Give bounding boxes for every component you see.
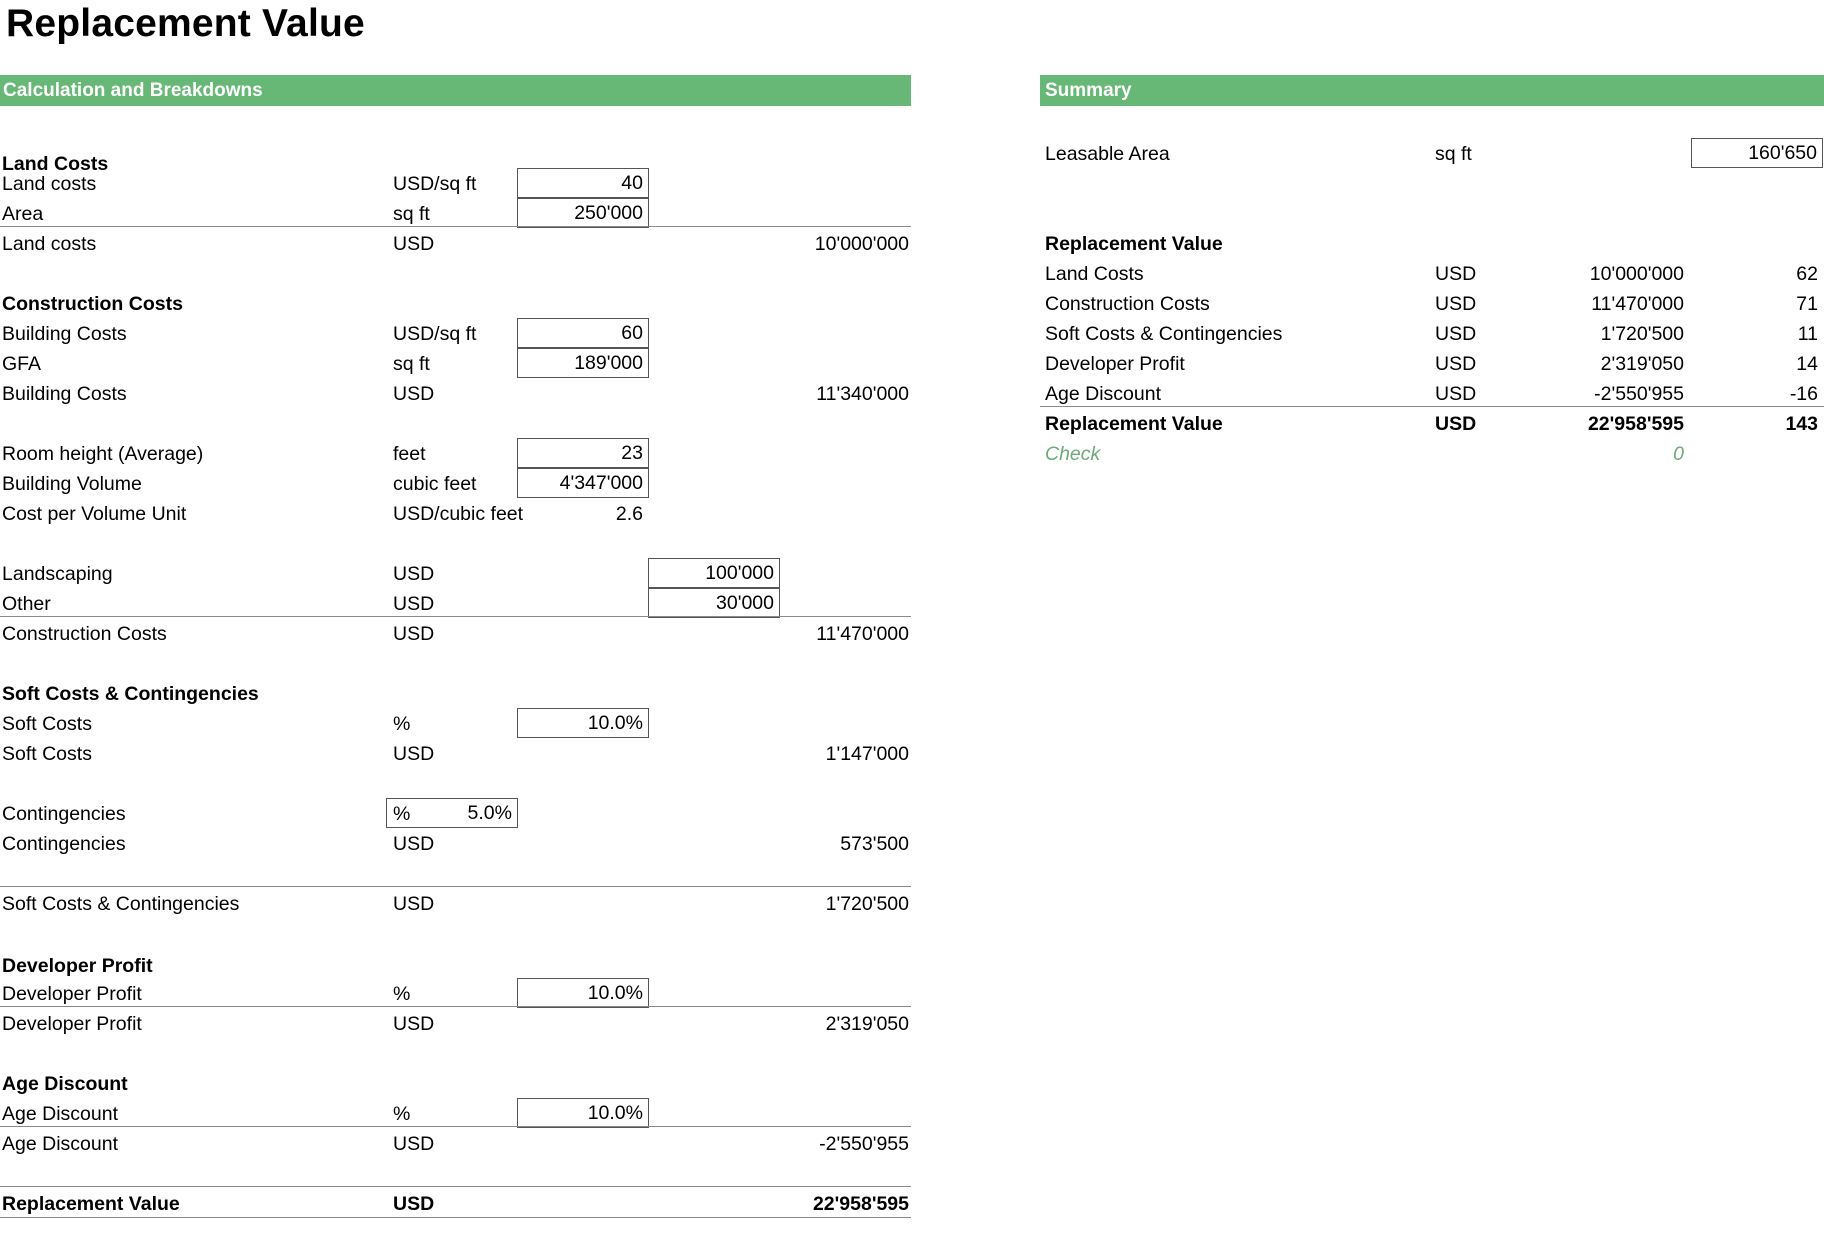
row-label: Developer Profit [1045,353,1185,375]
row-per-sqft: 11 [1797,323,1818,345]
row-unit: USD [393,1193,435,1215]
row-label: Building Costs [2,323,127,345]
age-discount-heading: Age Discount [2,1073,128,1095]
row-unit: USD [1435,263,1477,285]
row-label: Land Costs [1045,263,1144,285]
row-unit: % [393,803,411,825]
row-label: Replacement Value [1045,413,1223,435]
row-label: Leasable Area [1045,143,1170,165]
divider [1040,406,1824,407]
row-unit: USD/sq ft [393,173,477,195]
divider [0,886,911,887]
gfa-input[interactable]: 189'000 [517,348,649,378]
soft-costs-usd-value: 1'147'000 [825,743,909,765]
row-unit: sq ft [393,203,430,225]
row-amount: -2'550'955 [1594,383,1684,405]
land-total-value: 10'000'000 [814,233,909,255]
row-label: Developer Profit [2,983,142,1005]
soft-total-value: 1'720'500 [825,893,909,915]
building-rate-input[interactable]: 60 [517,318,649,348]
row-label: Developer Profit [2,1013,142,1035]
row-unit: USD [393,233,435,255]
divider [0,1126,911,1127]
row-unit: feet [393,443,426,465]
building-costs-value: 11'340'000 [816,383,909,405]
row-per-sqft: 62 [1796,263,1818,285]
row-unit: USD [393,1013,435,1035]
room-height-input[interactable]: 23 [517,438,649,468]
row-amount: 10'000'000 [1589,263,1684,285]
row-unit: USD [393,1133,435,1155]
row-unit: USD [393,623,435,645]
row-label: Other [2,593,51,615]
divider [0,1186,911,1187]
row-unit: USD/cubic feet [393,503,524,525]
calculation-section-header: Calculation and Breakdowns [0,75,911,106]
row-unit: sq ft [393,353,430,375]
page-title: Replacement Value [6,2,365,45]
developer-usd-value: 2'319'050 [825,1013,909,1035]
row-amount: 2'319'050 [1600,353,1684,375]
row-amount: 11'470'000 [1591,293,1684,315]
row-label: Soft Costs [2,713,92,735]
row-label: Soft Costs & Contingencies [1045,323,1283,345]
row-label: Contingencies [2,833,126,855]
row-label: Age Discount [2,1133,118,1155]
row-label: Age Discount [2,1103,118,1125]
row-label: Contingencies [2,803,126,825]
summary-total-amount: 22'958'595 [1587,413,1684,435]
row-label: Soft Costs [2,743,92,765]
contingencies-usd-value: 573'500 [840,833,909,855]
row-unit: sq ft [1435,143,1472,165]
divider [0,1006,911,1007]
contingencies-pct-input[interactable]: 5.0% [386,798,518,828]
row-unit: USD [1435,413,1477,435]
row-unit: USD [1435,353,1477,375]
row-label: Soft Costs & Contingencies [2,893,240,915]
row-label: Room height (Average) [2,443,204,465]
row-unit: USD [393,383,435,405]
age-pct-input[interactable]: 10.0% [517,1098,649,1128]
land-costs-heading: Land Costs [2,153,109,175]
divider [0,616,911,617]
land-rate-input[interactable]: 40 [517,168,649,198]
soft-costs-pct-input[interactable]: 10.0% [517,708,649,738]
row-unit: % [393,983,411,1005]
row-unit: USD [393,893,435,915]
developer-pct-input[interactable]: 10.0% [517,978,649,1008]
summary-total-per-sqft: 143 [1785,413,1818,435]
row-label: Age Discount [1045,383,1161,405]
row-per-sqft: 71 [1796,293,1818,315]
land-area-input[interactable]: 250'000 [517,198,649,228]
divider [0,226,911,227]
summary-section-header: Summary [1040,75,1824,106]
row-unit: % [393,713,411,735]
construction-total-value: 11'470'000 [816,623,909,645]
row-unit: USD [393,743,435,765]
row-unit: cubic feet [393,473,477,495]
row-label: Land costs [2,233,97,255]
row-per-sqft: -16 [1789,383,1818,405]
row-label: Cost per Volume Unit [2,503,187,525]
row-label: Area [2,203,44,225]
row-unit: USD [393,563,435,585]
row-label: Landscaping [2,563,113,585]
other-input[interactable]: 30'000 [648,588,780,618]
cost-per-volume-value: 2.6 [615,503,643,525]
age-usd-value: -2'550'955 [819,1133,909,1155]
check-value: 0 [1673,443,1684,465]
building-volume-input[interactable]: 4'347'000 [517,468,649,498]
row-unit: USD [1435,323,1477,345]
check-label: Check [1045,443,1101,465]
row-label: Building Costs [2,383,127,405]
row-amount: 1'720'500 [1600,323,1684,345]
summary-rv-heading: Replacement Value [1045,233,1223,255]
row-label: Land costs [2,173,97,195]
row-unit: USD [393,593,435,615]
row-label: Replacement Value [2,1193,180,1215]
leasable-area-input[interactable]: 160'650 [1691,138,1823,168]
construction-costs-heading: Construction Costs [2,293,183,315]
soft-costs-heading: Soft Costs & Contingencies [2,683,259,705]
landscaping-input[interactable]: 100'000 [648,558,780,588]
row-per-sqft: 14 [1796,353,1818,375]
row-unit: USD [393,833,435,855]
replacement-value-total: 22'958'595 [812,1193,909,1215]
divider [0,1217,911,1218]
row-unit: USD [1435,383,1477,405]
row-label: GFA [2,353,42,375]
row-unit: % [393,1103,411,1125]
row-label: Building Volume [2,473,142,495]
row-unit: USD [1435,293,1477,315]
row-unit: USD/sq ft [393,323,477,345]
developer-profit-heading: Developer Profit [2,955,153,977]
row-label: Construction Costs [2,623,167,645]
row-label: Construction Costs [1045,293,1210,315]
